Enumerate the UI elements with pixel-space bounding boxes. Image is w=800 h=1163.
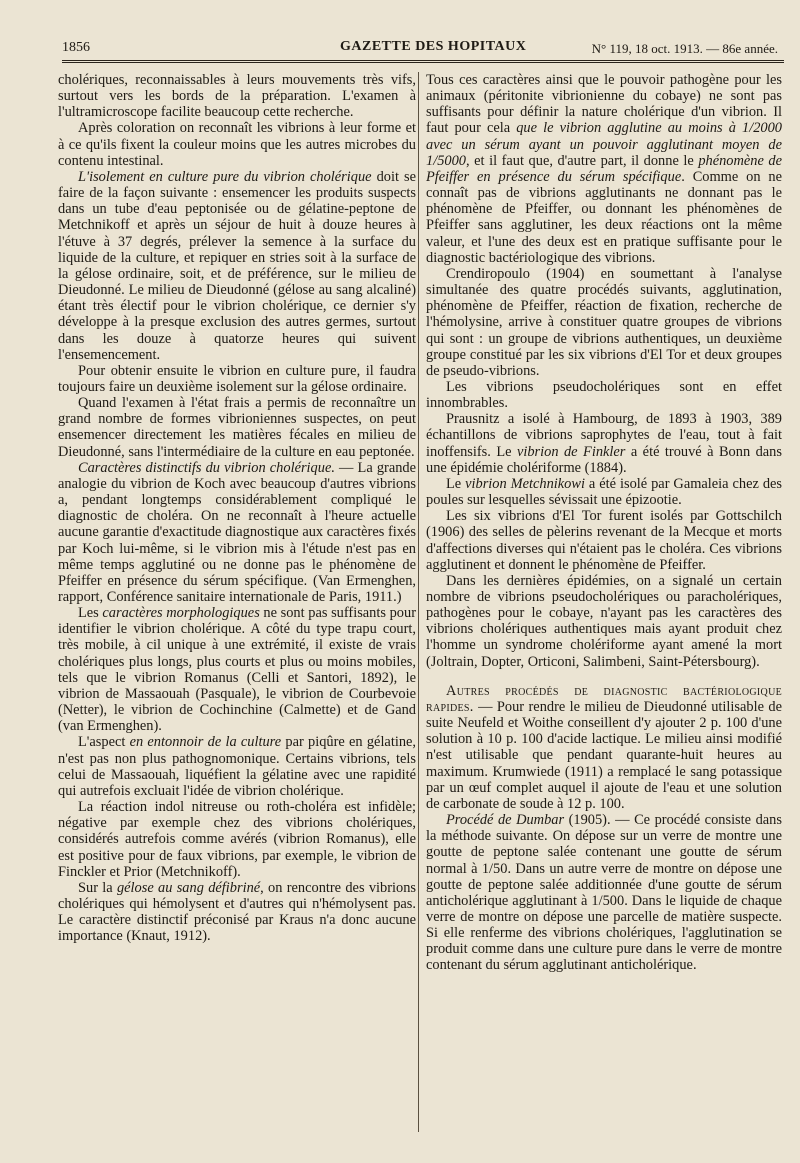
emphasis: vibrion Metchnikowi [465, 475, 585, 492]
paragraph-text: par piqûre en gélatine, n'est pas non plus pathognomonique. Certains vibrions, tels celui de Massaouah, liquéfient la gélatine avec une rapidité qui autrefois excluait l'idée de vibrion cholérique. [58, 734, 417, 799]
paragraph [426, 411, 782, 476]
paragraph: Dans les dernières épidémies, on a signalé un certain nombre de vibrions pseudocholériques ou paracholériques, pathogènes pour le cobaye, n'ayant pas les caractères des vibrions cholériques authentiques mais ayant produit chez l'homme un syndrome cholériforme ayant amené la mort (Joltrain, Dopter, Orticoni, Salimbeni, Saint-Pétersbourg). [426, 572, 782, 670]
paragraph: Pour obtenir ensuite le vibrion en culture pure, il faudra toujours faire un deuxième isolement sur la gélose ordinaire. [58, 362, 416, 395]
emphasis: en entonnoir de la culture [129, 734, 282, 751]
paragraph-text: doit se faire de la façon suivante : ensemencer les produits suspects dans un tube d'eau peptonisée ou de gélatine-peptone de Metchnikoff et après un séjour de huit à douze heures à l'étuve à 37 degrés, prélever la semence à la surface du liquide de la culture, et repiquer en stries soit à la surface de la gélose ordinaire, soit, et de préférence, sur le milieu de Dieudonné. Le milieu de Dieudonné (gélose au sang alcaliné) étant très électif pour le vibrion cholérique, ce dernier s'y développe à la presque exclusion des autres germes, surtout dans les douze à quatorze heures qui suivent l'ensemencement. [58, 168, 416, 363]
emphasis: gélose au sang défibriné [116, 879, 261, 896]
paragraph: Les six vibrions d'El Tor furent isolés par Gottschilch (1906) des selles de pèlerins revenant de la Mecque et morts d'affections diverses qui n'étaient pas le choléra. Ces vibrions agglutinent et donnent le phénomène de Pfeiffer. [426, 508, 782, 573]
emphasis: Procédé de Dumbar [446, 812, 565, 829]
paragraph: Les vibrions pseudocholériques sont en effet innombrables. [426, 378, 782, 412]
emphasis: Caractères distinctifs du vibrion cholérique. [78, 459, 335, 476]
paragraph-text: Les [78, 605, 103, 622]
page-number: 1856 [62, 40, 90, 55]
paragraph: La réaction indol nitreuse ou roth-choléra est infidèle; négative par exemple chez des vibrions cholériques, considérés autrefois comme avérés (vibrion Romanus), elle est positive pour de faux vibrions, par exemple, le vibrion de Finckler et Prior (Metchnikoff). [58, 799, 416, 880]
section-heading: Autres procédés de diagnostic bactériologique rapides. [426, 682, 782, 715]
emphasis: vibrion de Finkler [516, 443, 626, 460]
paragraph-text: a été trouvé à Bonn dans une épidémie cholériforme (1884). [426, 443, 782, 476]
paragraph-text: L'aspect [78, 734, 130, 751]
left-column [58, 72, 416, 944]
paragraph-text: , et il faut que, d'autre part, il donne le [465, 152, 699, 169]
journal-title: GAZETTE DES HOPITAUX [340, 39, 527, 54]
paragraph-text: — La grande analogie du vibrion de Koch avec beaucoup d'autres vibrions a, pendant longtemps considérablement compliqué le diagnostic de choléra. On ne reconnaît à l'heure actuelle aucune garantie d'exactitude diagnostique aux caractères fixés par Koch lui-même, si le vibrion mis à l'étude n'est pas en même temps agglutiné ou ne donne pas le phénomène de Pfeiffer en présence du sérum spécifique. (Van Ermenghen, rapport, Conférence sanitaire internationale de Paris, 1911.) [58, 459, 416, 605]
section-paragraph [426, 683, 782, 812]
paragraph-text: Sur la [78, 879, 117, 896]
paragraph-text: . Comme on ne connaît pas de vibrions agglutinants ne donnant pas le phénomène de Pfeiffer, ou donnant les phénomènes de Pfeiffer sans agglutiner, les deux réactions ont la même valeur, et l'une des deux est en pratique suffisante pour le diagnostic bactériologique des vibrions. [426, 168, 783, 266]
paragraph-text: ne sont pas suffisants pour identifier le vibrion cholérique. A côté du type trapu court, très mobile, à cil unique à une extrémité, il existe de vrais cholériques plus longs, plus courts et plus ou moins mobiles, tels que le vibrion Romanus (Celli et Santori, 1892), le vibrion de Massaouah (Pasquale), le vibrion de Courbevoie (Netter), le vibrion de Cochinchine (Calmette) et de Gand (van Ermenghen). [58, 605, 416, 735]
paragraph-text: (1905). — Ce procédé consiste dans la méthode suivante. On dépose sur un verre de montre une goutte de peptone salée contenant une goutte de sérum normal à 1/50. Dans un autre verre de montre on dépose une goutte de peptone salée additionnée d'une goutte de sérum anticholérique agglutinant à 1/500. Dans le liquide de chaque verre de montre on dépose une parcelle de matière suspecte. Si elle renferme des vibrions cholériques, l'agglutination se produit comme dans une culture pure dans le verre de montre contenant du sérum agglutinant anticholérique. [426, 812, 782, 974]
paragraph [58, 169, 416, 363]
column-divider [418, 72, 419, 1132]
page-header [62, 36, 782, 58]
paragraph-text: Prausnitz a isolé à Hambourg, de 1893 à 1903, 389 échantillons de vibrions saprophytes de l'eau, tout à fait inoffensifs. Le [426, 411, 782, 460]
paragraph-text: , on rencontre des vibrions cholériques qui hémolysent et d'autres qui n'hémolysent pas. Le caractère distinctif préconisé par Kraus n'a donc aucune importance (Knaut, 1912). [58, 879, 417, 945]
paragraph [58, 734, 416, 799]
issue-info: N° 119, 18 oct. 1913. — 86e année. [591, 41, 778, 56]
paragraph-text: Tous ces caractères ainsi que le pouvoir pathogène pour les animaux (péritonite vibrionienne du cobaye) ne sont pas suffisants pour définir la nature cholérique d'un vibrion. Il faut pour cela [426, 72, 782, 137]
paragraph: Crendiropoulo (1904) en soumettant à l'analyse simultanée des quatre procédés suivants, agglutination, phénomène de Pfeiffer, réaction de fixation, recherche de l'hémolysine, arrive à constituer quatre groupes de vibrions qui sont : un groupe de vibrions authentiques, un deuxième groupe constitué par les six vibrions d'El Tor et deux groupes de pseudo-vibrions. [426, 265, 782, 379]
paragraph [58, 880, 416, 945]
paragraph: Quand l'examen à l'état frais a permis de reconnaître un grand nombre de formes vibrioniennes suspectes, on peut ensemencer directement les matières fécales en milieu de Dieudonné, sans l'intermédiaire de la culture en eau peptonée. [58, 395, 416, 460]
emphasis: L'isolement en culture pure du vibrion cholérique [78, 168, 372, 185]
paragraph: Après coloration on reconnaît les vibrions à leur forme et à ce qu'ils fixent la couleur moins que les autres microbes du contenu intestinal. [58, 120, 416, 169]
emphasis: que le vibrion agglutine au moins à 1/2000 avec un sérum ayant un pouvoir agglutinant moyen de 1/5000 [426, 120, 782, 169]
paragraph [426, 476, 782, 508]
emphasis: caractères morphologiques [102, 605, 260, 622]
paragraph [426, 72, 782, 266]
paragraph: cholériques, reconnaissables à leurs mouvements très vifs, surtout vers les bords de la préparation. L'examen à l'ultramicroscope facilite beaucoup cette recherche. [58, 72, 416, 121]
paragraph-text: a été isolé par Gamaleia chez des poules sur lesquelles sévissait une épizootie. [426, 475, 782, 509]
paragraph [58, 460, 416, 605]
header-rule [62, 60, 784, 66]
paragraph-text: — Pour rendre le milieu de Dieudonné utilisable de suite Neufeld et Woithe conseillent d'y ajouter 2 p. 100 d'une solution à 10 p. 100 d'acide lactique. Le milieu ainsi modifié n'est utilisable que pendant quarante-huit heures au maximum. Krumwiede (1911) a remplacé le sang potassique par un œuf complet auquel il ajoute de l'eau et une solution de carbonate de soude à 12 p. 100. [426, 698, 782, 812]
paragraph-text: Le [446, 475, 466, 492]
paragraph [58, 605, 416, 734]
emphasis: phénomène de Pfeiffer en présence du sérum spécifique [426, 152, 782, 185]
paragraph [426, 812, 782, 974]
right-column [426, 72, 782, 974]
